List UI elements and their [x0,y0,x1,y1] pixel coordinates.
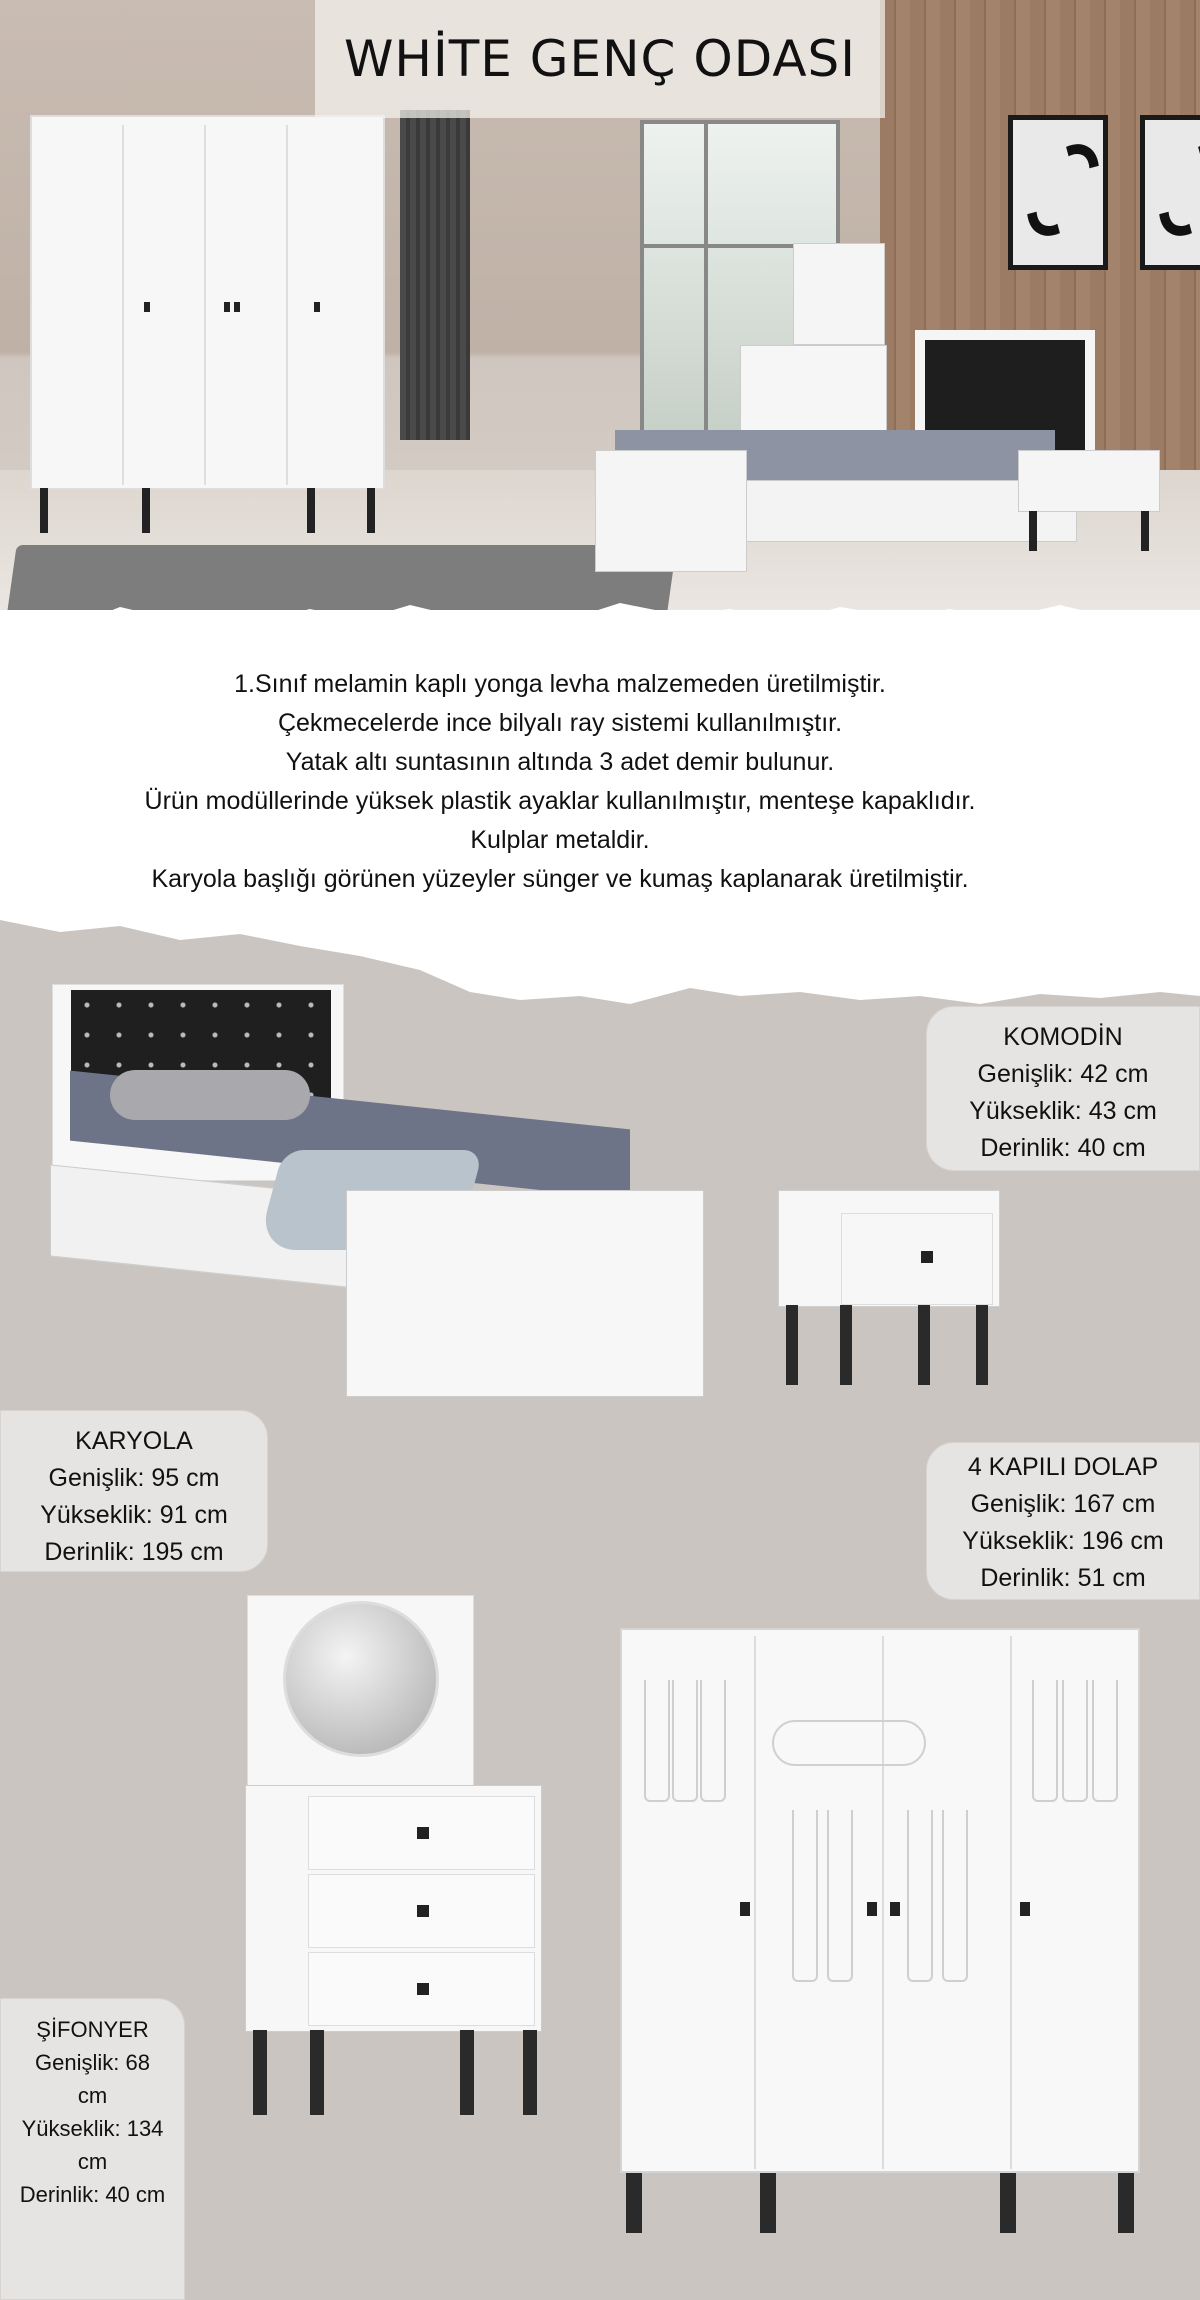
spec-card-sifonyer [0,1998,185,2300]
wall-art [1140,115,1200,270]
spec-width: Genişlik: 68 cm [35,2050,150,2108]
spec-height: Yükseklik: 43 cm [969,1097,1157,1125]
page-title: WHİTE GENÇ ODASI [343,30,857,88]
hero-nightstand [1018,450,1160,512]
spec-height: Yükseklik: 196 cm [962,1527,1164,1555]
spec-width: Genişlik: 95 cm [48,1464,220,1492]
spec-depth: Derinlik: 40 cm [980,1134,1146,1162]
hero-room-photo [0,0,1200,640]
spec-title: ŞİFONYER [36,2017,149,2042]
hero-bed [595,330,1015,580]
bed-product-image [50,980,705,1420]
spec-card-dolap [926,1442,1200,1600]
wardrobe-product-image [620,1628,1140,2233]
dresser-product-image [245,1595,545,2115]
feature-line: Çekmecelerde ince bilyalı ray sistemi kullanılmıştır. [277,709,843,737]
spec-depth: Derinlik: 195 cm [44,1538,224,1566]
feature-line: Yatak altı suntasının altında 3 adet demir bulunur. [285,748,835,776]
feature-line: 1.Sınıf melamin kaplı yonga levha malzemeden üretilmiştir. [234,670,886,698]
spec-title: KARYOLA [75,1427,193,1455]
spec-height: Yükseklik: 134 cm [21,2116,164,2174]
wall-art [1008,115,1108,270]
drawer-knob [921,1251,933,1263]
torn-edge-top [0,585,1200,645]
spec-width: Genişlik: 42 cm [977,1060,1149,1088]
feature-line: Karyola başlığı görünen yüzeyler sünger ve kumaş kaplanarak üretilmiştir. [151,865,969,893]
nightstand-product-image [778,1190,998,1390]
feature-list [0,665,1120,899]
spec-title: KOMODİN [1003,1023,1123,1051]
hero-wardrobe [30,115,385,490]
title-banner [315,0,885,118]
feature-line: Kulplar metaldir. [470,826,650,854]
spec-width: Genişlik: 167 cm [970,1490,1156,1518]
spec-title: 4 KAPILI DOLAP [967,1453,1159,1481]
pillow [110,1070,310,1120]
spec-depth: Derinlik: 40 cm [19,2182,166,2207]
spec-depth: Derinlik: 51 cm [980,1564,1146,1592]
spec-height: Yükseklik: 91 cm [40,1501,228,1529]
spec-card-karyola [0,1410,268,1572]
spec-card-komodin [926,1006,1200,1171]
feature-line: Ürün modüllerinde yüksek plastik ayaklar kullanılmıştır, menteşe kapaklıdır. [144,787,976,815]
round-mirror [283,1601,439,1757]
